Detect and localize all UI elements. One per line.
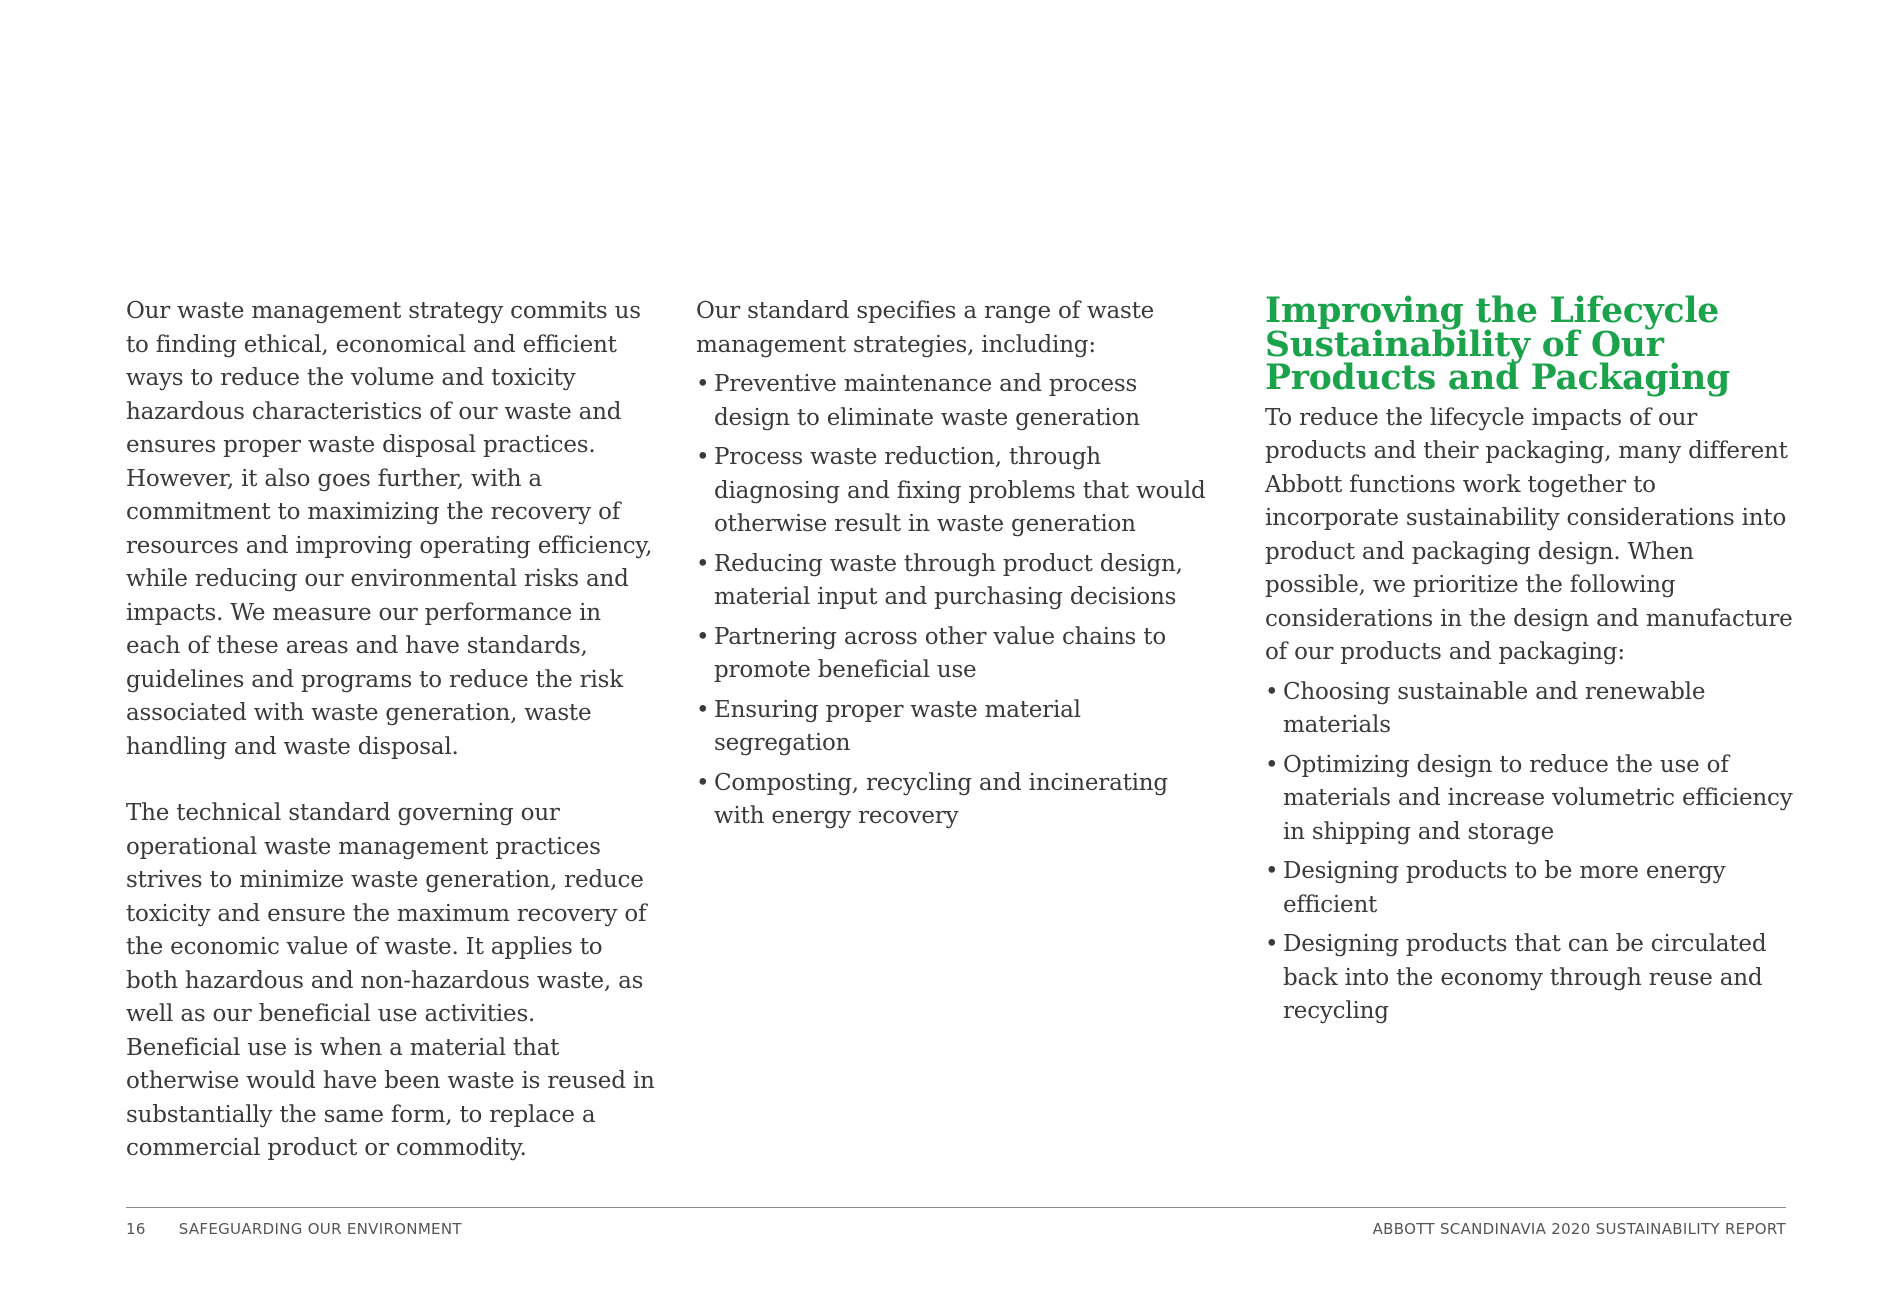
list-item: • Reducing waste through product design, material input and purchasing decisions [696, 548, 1216, 615]
column-3 [1265, 291, 1795, 1035]
column-1 [126, 295, 656, 1166]
list-item: • Designing products that can be circulated back into the economy through reuse and recycling [1265, 928, 1795, 1029]
page-number: 16 [126, 1220, 146, 1238]
strategies-list [696, 368, 1216, 834]
section-heading: Improving the Lifecycle Sustainability of Our Products and Packaging [1265, 291, 1730, 398]
list-item: • Composting, recycling and incinerating with energy recovery [696, 767, 1216, 834]
footer-divider [126, 1207, 1786, 1208]
column-2 [696, 295, 1216, 840]
list-item: • Process waste reduction, through diagnosing and fixing problems that would otherwise result in waste generation [696, 441, 1216, 542]
list-item: • Optimizing design to reduce the use of materials and increase volumetric efficiency in shipping and storage [1265, 749, 1795, 850]
lifecycle-intro: To reduce the lifecycle impacts of our products and their packaging, many different Abbott functions work together to incorporate sustainability considerations into product and packaging design. When possible, we prioritize the following considerations in the design and manufacture of our products and packaging: [1265, 404, 1793, 665]
list-item: • Preventive maintenance and process design to eliminate waste generation [696, 368, 1216, 435]
paragraph-technical-standard: The technical standard governing our operational waste management practices strives to minimize waste generation, reduce toxicity and ensure the maximum recovery of the economic value of waste. It applies to both hazardous and non-hazardous waste, as well as our beneficial use activities. Beneficial use is when a material that otherwise would have been waste is reused in substantially the same form, to replace a commercial product or commodity. [126, 800, 655, 1161]
list-item: • Designing products to be more energy efficient [1265, 855, 1795, 922]
footer-left [126, 1220, 462, 1238]
list-item: • Choosing sustainable and renewable materials [1265, 676, 1795, 743]
strategies-intro: Our standard specifies a range of waste management strategies, including: [696, 298, 1155, 358]
paragraph-waste-strategy: Our waste management strategy commits us to finding ethical, economical and efficient ways to reduce the volume and toxicity hazardous characteristics of our waste and ensures proper waste disposal practices. However, it also goes further, with a commitment to maximizing the recovery of resources and improving operating efficiency, while reducing our environmental risks and impacts. We measure our performance in each of these areas and have standards, guidelines and programs to reduce the risk associated with waste generation, waste handling and waste disposal. [126, 298, 653, 760]
list-item: • Partnering across other value chains to promote beneficial use [696, 621, 1216, 688]
report-title: ABBOTT SCANDINAVIA 2020 SUSTAINABILITY REPORT [1372, 1220, 1786, 1238]
considerations-list [1265, 676, 1795, 1029]
section-title: SAFEGUARDING OUR ENVIRONMENT [178, 1220, 462, 1238]
list-item: • Ensuring proper waste material segregation [696, 694, 1216, 761]
